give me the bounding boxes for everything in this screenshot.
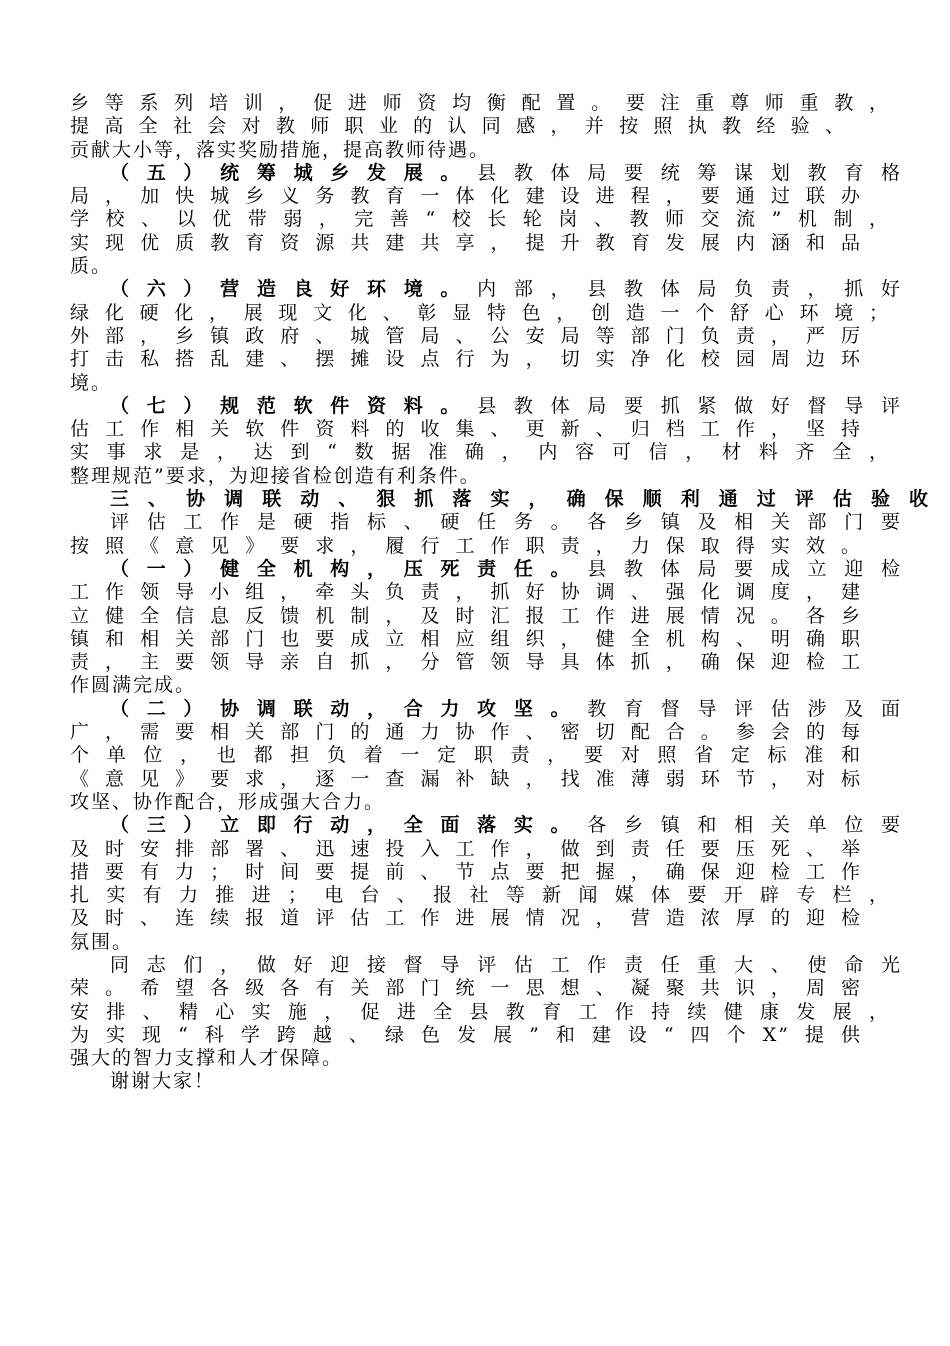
line-text: 荣。希望各级各有关部门统一思想、凝聚共识，周密: [70, 977, 862, 1000]
text-line: [70, 441, 890, 464]
line-text: 立健全信息反馈机制，及时汇报工作进展情况。各乡: [70, 604, 862, 627]
line-text: 绿化硬化，展现文化、彰显特色，创造一个舒心环境；: [70, 301, 890, 324]
line-text: 实事求是，达到“数据准确，内容可信，材料齐全，: [70, 441, 890, 464]
text-line: [70, 581, 862, 604]
line-text: 实现优质教育资源共建共享，提升教育发展内涵和品: [70, 231, 862, 254]
text-line: [70, 814, 902, 837]
text-line: [70, 1024, 862, 1047]
line-text: 广，需要相关部门的通力协作、密切配合。参会的每: [70, 721, 862, 744]
line-text: 各乡镇和相关单位要: [587, 814, 902, 837]
line-text: 谢谢大家！: [110, 1070, 216, 1093]
bold-heading: （三）立即行动，全面落实。: [110, 814, 588, 837]
line-text: 及时、连续报道评估工作进展情况，营造浓厚的迎检: [70, 907, 862, 930]
text-line: [70, 651, 862, 674]
text-line: [70, 255, 890, 278]
text-line: [70, 931, 890, 954]
text-line: [70, 884, 890, 907]
text-line: [70, 162, 902, 185]
text-line: [70, 535, 862, 558]
text-line: [70, 628, 862, 651]
line-text: 境。: [70, 371, 113, 394]
line-text: 县教体局要抓紧做好督导评: [477, 394, 902, 417]
bold-heading: （六）营造良好环境。: [110, 278, 478, 301]
line-text: 贡献大小等，落实奖励措施，提高教师待遇。: [70, 138, 491, 161]
text-line: [70, 395, 902, 418]
bold-heading: （一）健全机构，压死责任。: [110, 557, 588, 580]
line-text: 外部，乡镇政府、城管局、公安局等部门负责，严厉: [70, 324, 862, 347]
line-text: 评估工作是硬指标、硬任务。各乡镇及相关部门要: [110, 511, 902, 534]
line-text: 教育督导评估涉及面: [587, 697, 902, 720]
text-line: [70, 185, 862, 208]
line-text: 作圆满完成。: [70, 674, 197, 697]
bold-heading: （五）统筹城乡发展。: [110, 161, 478, 184]
line-text: 质。: [70, 255, 113, 278]
line-text: 攻坚、协作配合，形成强大合力。: [70, 790, 386, 813]
line-text: 责，主要领导亲自抓，分管领导具体抓，确保迎检工: [70, 651, 862, 674]
line-text: 局，加快城乡义务教育一体化建设进程，要通过联办: [70, 185, 862, 208]
text-line: [70, 744, 862, 767]
line-text: 内部，县教体局负责，抓好: [477, 278, 902, 301]
line-text: 氛围。: [70, 930, 134, 953]
text-line: [70, 721, 862, 744]
document-body: [70, 92, 930, 1094]
text-line: [70, 954, 902, 977]
line-text: 打击私搭乱建、摆摊设点行为，切实净化校园周边环: [70, 348, 862, 371]
line-text: 学校、以优带弱，完善“校长轮岗、教师交流”机制，: [70, 208, 890, 231]
text-line: [70, 1001, 890, 1024]
line-text: 乡等系列培训，促进师资均衡配置。要注重尊师重教，: [70, 92, 890, 114]
line-text: 工作领导小组，牵头负责，抓好协调、强化调度，建: [70, 581, 862, 604]
text-line: [70, 698, 902, 721]
text-line: [70, 768, 862, 791]
text-line: [70, 838, 862, 861]
text-line: [70, 605, 862, 628]
text-line: [70, 488, 930, 511]
line-text: 措要有力；时间要提前、节点要把握，确保迎检工作: [70, 860, 862, 883]
text-line: [70, 511, 902, 534]
text-line: [70, 208, 890, 231]
line-text: 县教体局要成立迎检: [587, 557, 902, 580]
line-text: 安排、精心实施，促进全县教育工作持续健康发展，: [70, 1000, 890, 1023]
text-line: [70, 907, 862, 930]
line-text: 扎实有力推进；电台、报社等新闻媒体要开辟专栏，: [70, 884, 890, 907]
text-line: [70, 1070, 890, 1093]
bold-heading: 三、协调联动、狠抓落实，确保顺利通过评估验收: [110, 488, 930, 511]
line-text: 县教体局要统筹谋划教育格: [477, 161, 902, 184]
line-text: 个单位，也都担负着一定职责，要对照省定标准和: [70, 744, 862, 767]
text-line: [70, 348, 862, 371]
bold-heading: （七）规范软件资料。: [110, 394, 478, 417]
text-line: [70, 558, 902, 581]
line-text: 《意见》要求，逐一查漏补缺，找准薄弱环节，对标: [70, 767, 862, 790]
line-text: 同志们，做好迎接督导评估工作责任重大、使命光: [110, 953, 902, 976]
line-text: 及时安排部署、迅速投入工作，做到责任要压死、举: [70, 837, 862, 860]
text-line: [70, 232, 862, 255]
text-line: [70, 861, 862, 884]
line-text: 估工作相关软件资料的收集、更新、归档工作，坚持: [70, 418, 862, 441]
text-line: [70, 674, 890, 697]
text-line: [70, 278, 902, 301]
text-line: [70, 302, 890, 325]
line-text: 按照《意见》要求，履行工作职责，力保取得实效。: [70, 534, 862, 557]
text-line: [70, 92, 890, 115]
bold-heading: （二）协调联动，合力攻坚。: [110, 697, 588, 720]
text-line: [70, 325, 862, 348]
line-text: 整理规范”要求，为迎接省检创造有利条件。: [70, 464, 481, 487]
text-line: [70, 418, 862, 441]
text-line: [70, 465, 890, 488]
text-line: [70, 1047, 890, 1070]
line-text: 强大的智力支撑和人才保障。: [70, 1047, 344, 1070]
text-line: [70, 115, 846, 138]
line-text: 镇和相关部门也要成立相应组织，健全机构、明确职: [70, 627, 862, 650]
text-line: [70, 139, 890, 162]
text-line: [70, 977, 862, 1000]
line-text: 提高全社会对教师职业的认同感，并按照执教经验、: [70, 115, 846, 138]
text-line: [70, 791, 890, 814]
line-text: 为实现“科学跨越、绿色发展”和建设“四个X”提供: [70, 1023, 862, 1046]
text-line: [70, 372, 890, 395]
